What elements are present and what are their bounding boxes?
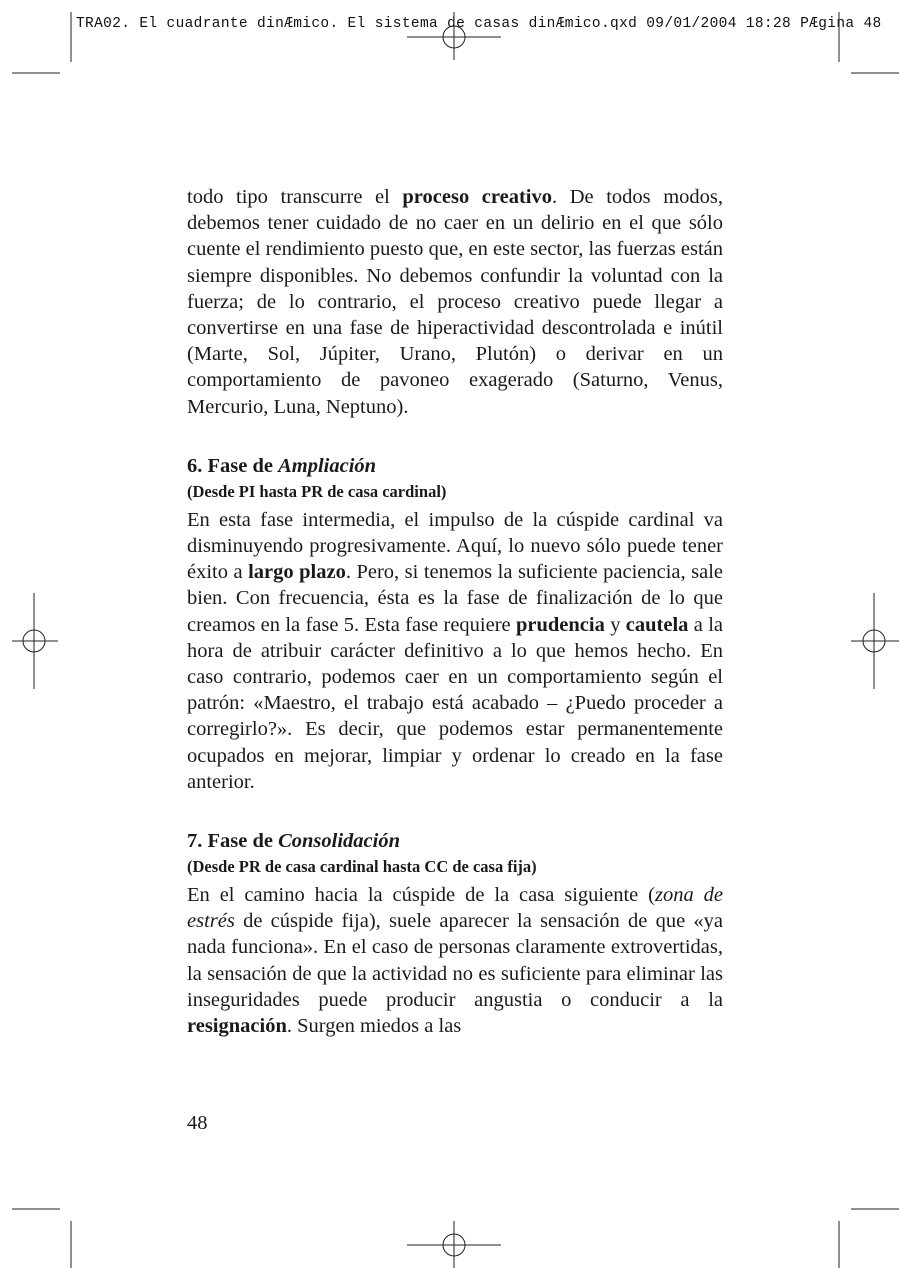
- section-7-paragraph: En el camino hacia la cúspide de la casa siguiente (zona de estrés de cúspide fija), suele aparecer la sensación de que «ya nada funciona». En el caso de personas claramente extrovertidas, la sensación de que la actividad no es suficiente para eliminar las inseguridades puede producir angustia o conducir a la resignación. Surgen miedos a las: [187, 884, 723, 1038]
- registration-mark-top: [407, 12, 501, 60]
- section-6-heading: [187, 452, 723, 480]
- section-7-subheading: (Desde PR de casa cardinal hasta CC de casa fija): [187, 857, 537, 877]
- emphasis-bold: largo plazo: [248, 561, 346, 584]
- text-column: [187, 184, 723, 1039]
- section-7-heading: [187, 827, 723, 855]
- section-7-heading-title: Consolidación: [278, 830, 400, 853]
- print-slug-line: TRA02. El cuadrante dinÆmico. El sistema de casas dinÆmico.qxd 09/01/2004 18:28 PÆgina 48: [76, 16, 882, 32]
- emphasis-bold: resignación: [187, 1015, 287, 1038]
- registration-mark-bottom: [407, 1221, 501, 1268]
- registration-mark-right: [851, 593, 899, 689]
- section-6-subheading: (Desde PI hasta PR de casa cardinal): [187, 481, 447, 501]
- emphasis-bold: proceso creativo: [402, 186, 552, 208]
- emphasis-bold: prudencia: [516, 613, 605, 636]
- section-7-heading-prefix: 7. Fase de: [187, 830, 279, 853]
- intro-paragraph: todo tipo transcurre el proceso creativo. De todos modos, debemos tener cuidado de no caer en un delirio en el que sólo cuente el rendimiento puesto que, en este sector, las fuerzas están siempre disponibles. No debemos confundir la voluntad con la fuerza; de lo contrario, el proceso creativo puede llegar a convertirse en una fase de hiperactividad descontrolada e inútil (Marte, Sol, Júpiter, Urano, Plutón) o derivar en un comportamiento de pavoneo exagerado (Saturno, Venus, Mercurio, Luna, Neptuno).: [187, 186, 723, 418]
- emphasis-italic: zona de estrés: [187, 884, 723, 933]
- registration-mark-left: [12, 593, 58, 689]
- section-6-heading-prefix: 6. Fase de: [187, 454, 279, 477]
- section-6-heading-title: Ampliación: [278, 454, 377, 477]
- page-number: 48: [187, 1112, 208, 1134]
- section-6-paragraph: En esta fase intermedia, el impulso de la cúspide cardinal va disminuyendo progresivamente. Aquí, lo nuevo sólo puede tener éxito a largo plazo. Pero, si tenemos la suficiente paciencia, sale bien. Con frecuencia, ésta es la fase de finalización de lo que creamos en la fase 5. Esta fase requiere prudencia y cautela a la hora de atribuir carácter definitivo a lo que hemos hecho. En caso contrario, podemos caer en un comportamiento según el patrón: «Maestro, el trabajo está acabado – ¿Puedo proceder a corregirlo?». Es decir, que podemos estar permanentemente ocupados en mejorar, limpiar y ordenar lo creado en la fase anterior.: [187, 508, 724, 793]
- emphasis-bold: cautela: [625, 613, 689, 636]
